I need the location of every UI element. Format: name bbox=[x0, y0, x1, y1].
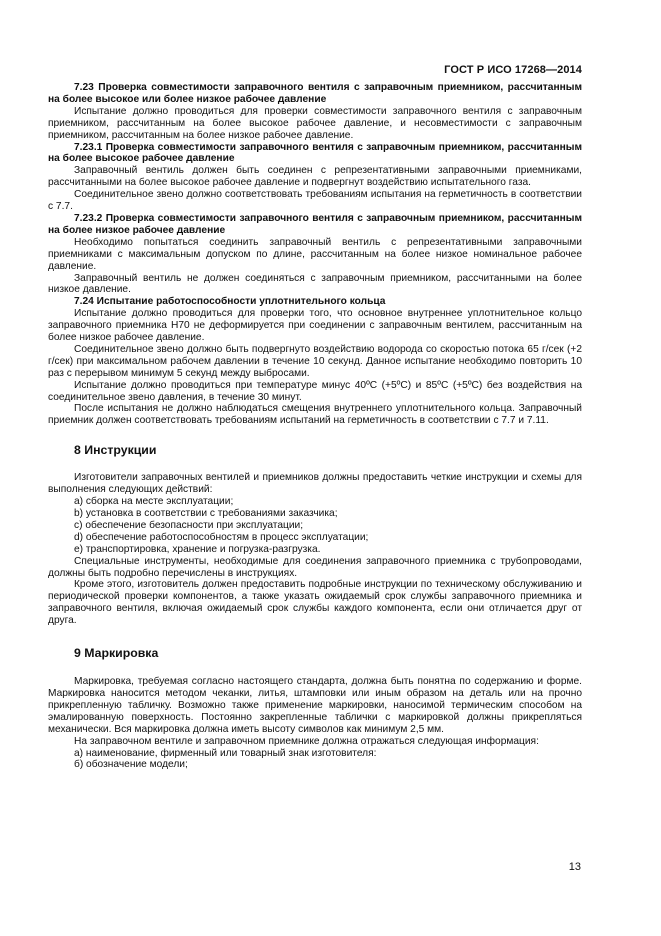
paragraph: Кроме этого, изготовитель должен предоставить подробные инструкции по техническому обслуживанию и периодической проверки компонентов, а также указать ожидаемый срок службы заправочного приемника и заправочного вентиля, включая ожидаемый срок службы каждого компонента, если они отличается друг от друга. bbox=[48, 579, 582, 627]
paragraph: Изготовители заправочных вентилей и приемников должны предоставить четкие инструкции и схемы для выполнения следующих действий: bbox=[48, 472, 582, 496]
paragraph: После испытания не должно наблюдаться смещения внутреннего уплотнительного кольца. Заправочный приемник должен соответствовать требованиям испытаний на герметичность в соответствии с 7.7 и 7.11. bbox=[48, 403, 582, 427]
paragraph: Специальные инструменты, необходимые для соединения заправочного приемника с трубопроводами, должны быть подробно перечислены в инструкциях. bbox=[48, 555, 582, 579]
paragraph: а) сборка на месте эксплуатации; bbox=[74, 496, 234, 508]
subsection-heading: 7.24 Испытание работоспособности уплотнительного кольца bbox=[74, 296, 386, 308]
section-heading: 8 Инструкции bbox=[74, 443, 157, 458]
paragraph: Необходимо попытаться соединить заправочный вентиль с репрезентативными заправочными приемниками с максимальным допуском по длине, рассчитанным на более низкое номинальное рабочее давление. bbox=[48, 236, 582, 272]
paragraph: Соединительное звено должно соответствовать требованиям испытания на герметичность в соответствии с 7.7. bbox=[48, 189, 582, 213]
paragraph: Соединительное звено должно быть подвергнуто воздействию водорода со скоростью потока 65 г/сек (+2 г/сек) при максимальном рабочем давлении в течение 10 секунд. Данное испытание необходимо повторить 10 раз с перерывом минимум 5 секунд между выбросами. bbox=[48, 343, 582, 379]
paragraph: а) наименование, фирменный или товарный знак изготовителя: bbox=[74, 747, 377, 759]
section-heading: 9 Маркировка bbox=[74, 646, 159, 661]
paragraph: Заправочный вентиль должен быть соединен с репрезентативными заправочными приемниками, рассчитанными на более высокое рабочее давление и подвергнут воздействию испытательного газа. bbox=[48, 165, 582, 189]
paragraph: Маркировка, требуемая согласно настоящего стандарта, должна быть понятна по содержанию и форме. Маркировка наносится методом чеканки, литья, штамповки или иным образом на деталь или на прочно прикрепленную табличку. Возможно также применение маркировки, наносимой термическим способом на эмалированную поверхность. Постоянно закрепленные таблички с маркировкой должны прикрепляться механически. Вся маркировка должна иметь высоту символов как минимум 2,5 мм. bbox=[48, 676, 582, 735]
paragraph: Испытание должно проводиться при температуре минус 40ºС (+5ºС) и 85ºС (+5ºС) без воздействия на соединительное звено давления, в течение 30 минут. bbox=[48, 379, 582, 403]
document-body bbox=[48, 82, 582, 771]
paragraph: Заправочный вентиль не должен соединяться с заправочным приемником, рассчитанными на более низкое давление. bbox=[48, 272, 582, 296]
subsection-heading: 7.23 Проверка совместимости заправочного вентиля с заправочным приемником, рассчитанным на более высокое или более низкое рабочее давление bbox=[48, 82, 582, 105]
page-number: 13 bbox=[568, 861, 581, 873]
paragraph: Испытание должно проводиться для проверки того, что основное внутреннее уплотнительное кольцо заправочного приемника Н70 не деформируется при соединении с заправочным вентилем, рассчитанным на более низкое рабочее давление. bbox=[48, 308, 582, 344]
subsection-heading: 7.23.1 Проверка совместимости заправочного вентиля с заправочным приемником, рассчитанным на более высокое рабочее давление bbox=[48, 141, 582, 165]
document-header: ГОСТ Р ИСО 17268—2014 bbox=[444, 64, 582, 76]
paragraph: b) установка в соответствии с требованиями заказчика; bbox=[74, 508, 338, 519]
paragraph: c) обеспечение безопасности при эксплуатации; bbox=[74, 519, 304, 531]
paragraph: На заправочном вентиле и заправочном приемнике должна отражаться следующая информация: bbox=[74, 735, 539, 747]
paragraph: б) обозначение модели; bbox=[74, 759, 188, 771]
paragraph: Испытание должно проводиться для проверки совместимости заправочного вентиля с заправочным приемником, рассчитанным на более высокое рабочее давление, и несовместимости с заправочным приемником, рассчитанным на более низкое рабочее давление. bbox=[48, 105, 582, 141]
paragraph: е) транспортировка, хранение и погрузка-разгрузка. bbox=[74, 543, 321, 555]
subsection-heading: 7.23.2 Проверка совместимости заправочного вентиля с заправочным приемником, рассчитанным на более низкое рабочее давление bbox=[48, 212, 582, 236]
paragraph: d) обеспечение работоспособностям в процесс эксплуатации; bbox=[74, 531, 369, 543]
